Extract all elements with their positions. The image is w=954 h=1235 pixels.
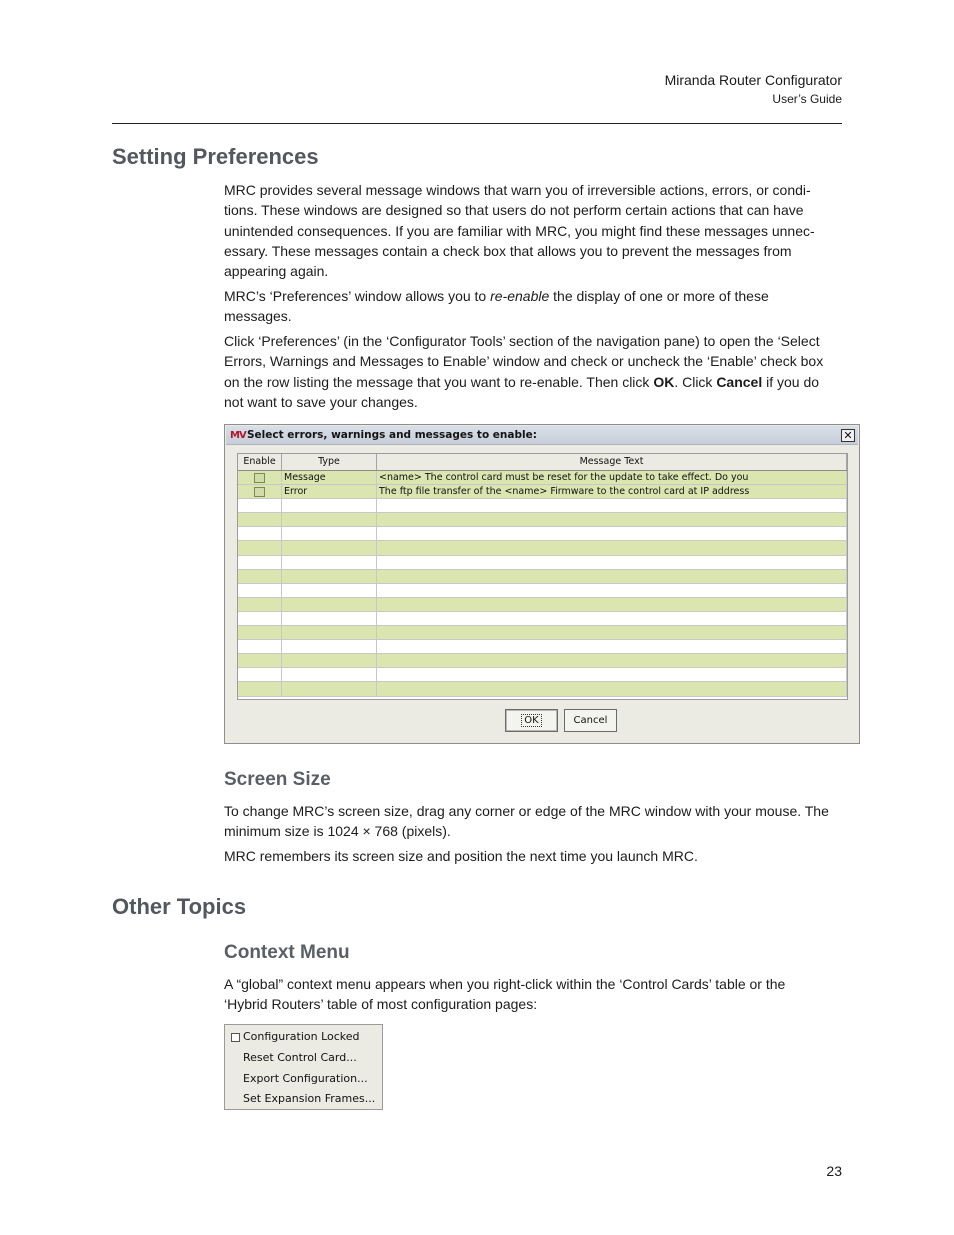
menu-item-set-expansion-frames[interactable]: Set Expansion Frames... [243,1092,376,1105]
text-line: messages. [224,308,292,325]
ok-button-label: OK [521,714,541,727]
subheading-context-menu: Context Menu [224,942,350,963]
menu-item-configuration-locked[interactable]: Configuration Locked [243,1030,360,1043]
empty-cell [282,556,377,569]
type-cell: Message [282,471,377,484]
header-rule [112,123,842,124]
empty-cell [282,570,377,583]
section-heading-other-topics: Other Topics [112,894,247,919]
text-run: . Click [674,373,717,390]
messages-table [237,453,848,700]
empty-cell [238,584,282,597]
column-header-type[interactable]: Type [282,454,377,470]
paragraph-preferences [224,286,844,327]
empty-cell [282,499,377,512]
empty-cell [282,612,377,625]
preferences-dialog [224,424,860,744]
dialog-title: Select errors, warnings and messages to enable: [247,429,537,441]
empty-table-row [238,570,847,584]
text-line: minimum size is 1024 × 768 (pixels). [224,823,451,840]
enable-cell [238,471,282,484]
text-line: A “global” context menu appears when you right-click within the ‘Control Cards’ table or the [224,976,786,992]
empty-cell [377,682,847,695]
empty-cell [238,598,282,611]
ok-button[interactable] [505,709,558,732]
table-header [238,454,847,471]
menu-item-reset-control-card[interactable]: Reset Control Card... [243,1051,357,1064]
message-cell: The ftp file transfer of the <name> Firmware to the control card at IP address [377,485,847,498]
empty-cell [377,640,847,653]
text-line: To change MRC’s screen size, drag any corner or edge of the MRC window with your mouse. The [224,803,829,819]
enable-checkbox[interactable] [254,473,265,483]
empty-table-row [238,541,847,555]
empty-cell [238,626,282,639]
checkbox-icon[interactable] [231,1033,240,1042]
empty-cell [238,527,282,540]
empty-cell [282,584,377,597]
empty-cell [238,570,282,583]
empty-cell [282,640,377,653]
cancel-button[interactable]: Cancel [564,709,617,732]
text-run: MRC’s ‘Preferences’ window allows you to [224,288,491,304]
paragraph-screen-size [224,801,844,842]
enable-checkbox[interactable] [254,487,265,497]
empty-table-row [238,626,847,640]
text-run: on the row listing the message that you want to re-enable. Then click [224,373,654,390]
type-cell: Error [282,485,377,498]
app-logo-icon: MV [230,430,246,441]
paragraph-instructions [224,331,844,412]
text-line: ‘Hybrid Routers’ table of most configuration pages: [224,996,538,1013]
text-run: if you do [762,373,820,390]
bold-cancel: Cancel [716,373,763,390]
empty-cell [238,654,282,667]
empty-cell [282,541,377,554]
empty-cell [377,668,847,681]
message-cell: <name> The control card must be reset for the update to take effect. Do you [377,471,847,484]
empty-cell [238,612,282,625]
text-line: Click ‘Preferences’ (in the ‘Configurator Tools’ section of the navigation pane) to open the ‘Select [224,333,820,349]
empty-table-row [238,654,847,668]
empty-cell [282,513,377,526]
empty-cell [282,682,377,695]
text-line [224,372,844,392]
text-line: essary. These messages contain a check box that allows you to prevent the messages from [224,242,792,259]
empty-table-row [238,584,847,598]
empty-cell [238,682,282,695]
text-run: the display of one or more of these [549,288,769,304]
empty-cell [282,598,377,611]
empty-cell [377,499,847,512]
empty-table-row [238,499,847,513]
section-heading-setting-preferences: Setting Preferences [112,144,319,169]
empty-cell [377,612,847,625]
paragraph-intro [224,180,844,281]
text-line: MRC provides several message windows that warn you of irreversible actions, errors, or condi- [224,182,811,198]
empty-cell [377,584,847,597]
empty-cell [282,668,377,681]
paragraph-context-menu [224,974,844,1015]
text-line: tions. These windows are designed so that users do not perform certain actions that can have [224,202,804,219]
close-icon[interactable]: ✕ [841,429,855,442]
text-line: unintended consequences. If you are familiar with MRC, you might find these messages unnec- [224,222,815,239]
empty-cell [282,527,377,540]
empty-cell [377,513,847,526]
bold-ok: OK [653,373,675,390]
empty-table-row [238,556,847,570]
document-subtitle: User’s Guide [772,92,842,106]
empty-cell [238,668,282,681]
subheading-screen-size: Screen Size [224,769,331,790]
text-line [224,286,844,306]
empty-table-row [238,640,847,654]
text-line: MRC remembers its screen size and position the next time you launch MRC. [224,848,698,864]
text-line: appearing again. [224,263,329,280]
empty-table-row [238,612,847,626]
dialog-titlebar [226,426,858,445]
column-header-enable[interactable]: Enable [238,454,282,470]
empty-cell [282,626,377,639]
document-title: Miranda Router Configurator [664,72,842,88]
empty-cell [377,570,847,583]
text-line: Errors, Warnings and Messages to Enable’ window and check or uncheck the ‘Enable’ check box [224,353,824,370]
emphasis-text: re-enable [490,288,550,304]
empty-cell [377,654,847,667]
enable-cell [238,485,282,498]
empty-table-row [238,513,847,527]
empty-table-row [238,527,847,541]
empty-cell [238,513,282,526]
empty-table-row [238,598,847,612]
empty-table-row [238,682,847,696]
empty-table-row [238,668,847,682]
context-menu [224,1024,383,1110]
page-number: 23 [826,1163,842,1179]
running-header [665,71,842,109]
empty-cell [282,654,377,667]
column-header-message-text[interactable]: Message Text [377,454,847,470]
menu-item-export-configuration[interactable]: Export Configuration... [243,1072,368,1085]
table-body [238,471,847,697]
empty-cell [377,598,847,611]
table-row[interactable] [238,485,847,499]
empty-cell [238,556,282,569]
empty-cell [377,527,847,540]
empty-cell [377,626,847,639]
empty-cell [238,499,282,512]
empty-cell [377,541,847,554]
paragraph-screen-size-remember [224,846,844,866]
table-row[interactable] [238,471,847,485]
text-line: not want to save your changes. [224,393,418,410]
empty-cell [377,556,847,569]
empty-cell [238,640,282,653]
empty-cell [238,541,282,554]
